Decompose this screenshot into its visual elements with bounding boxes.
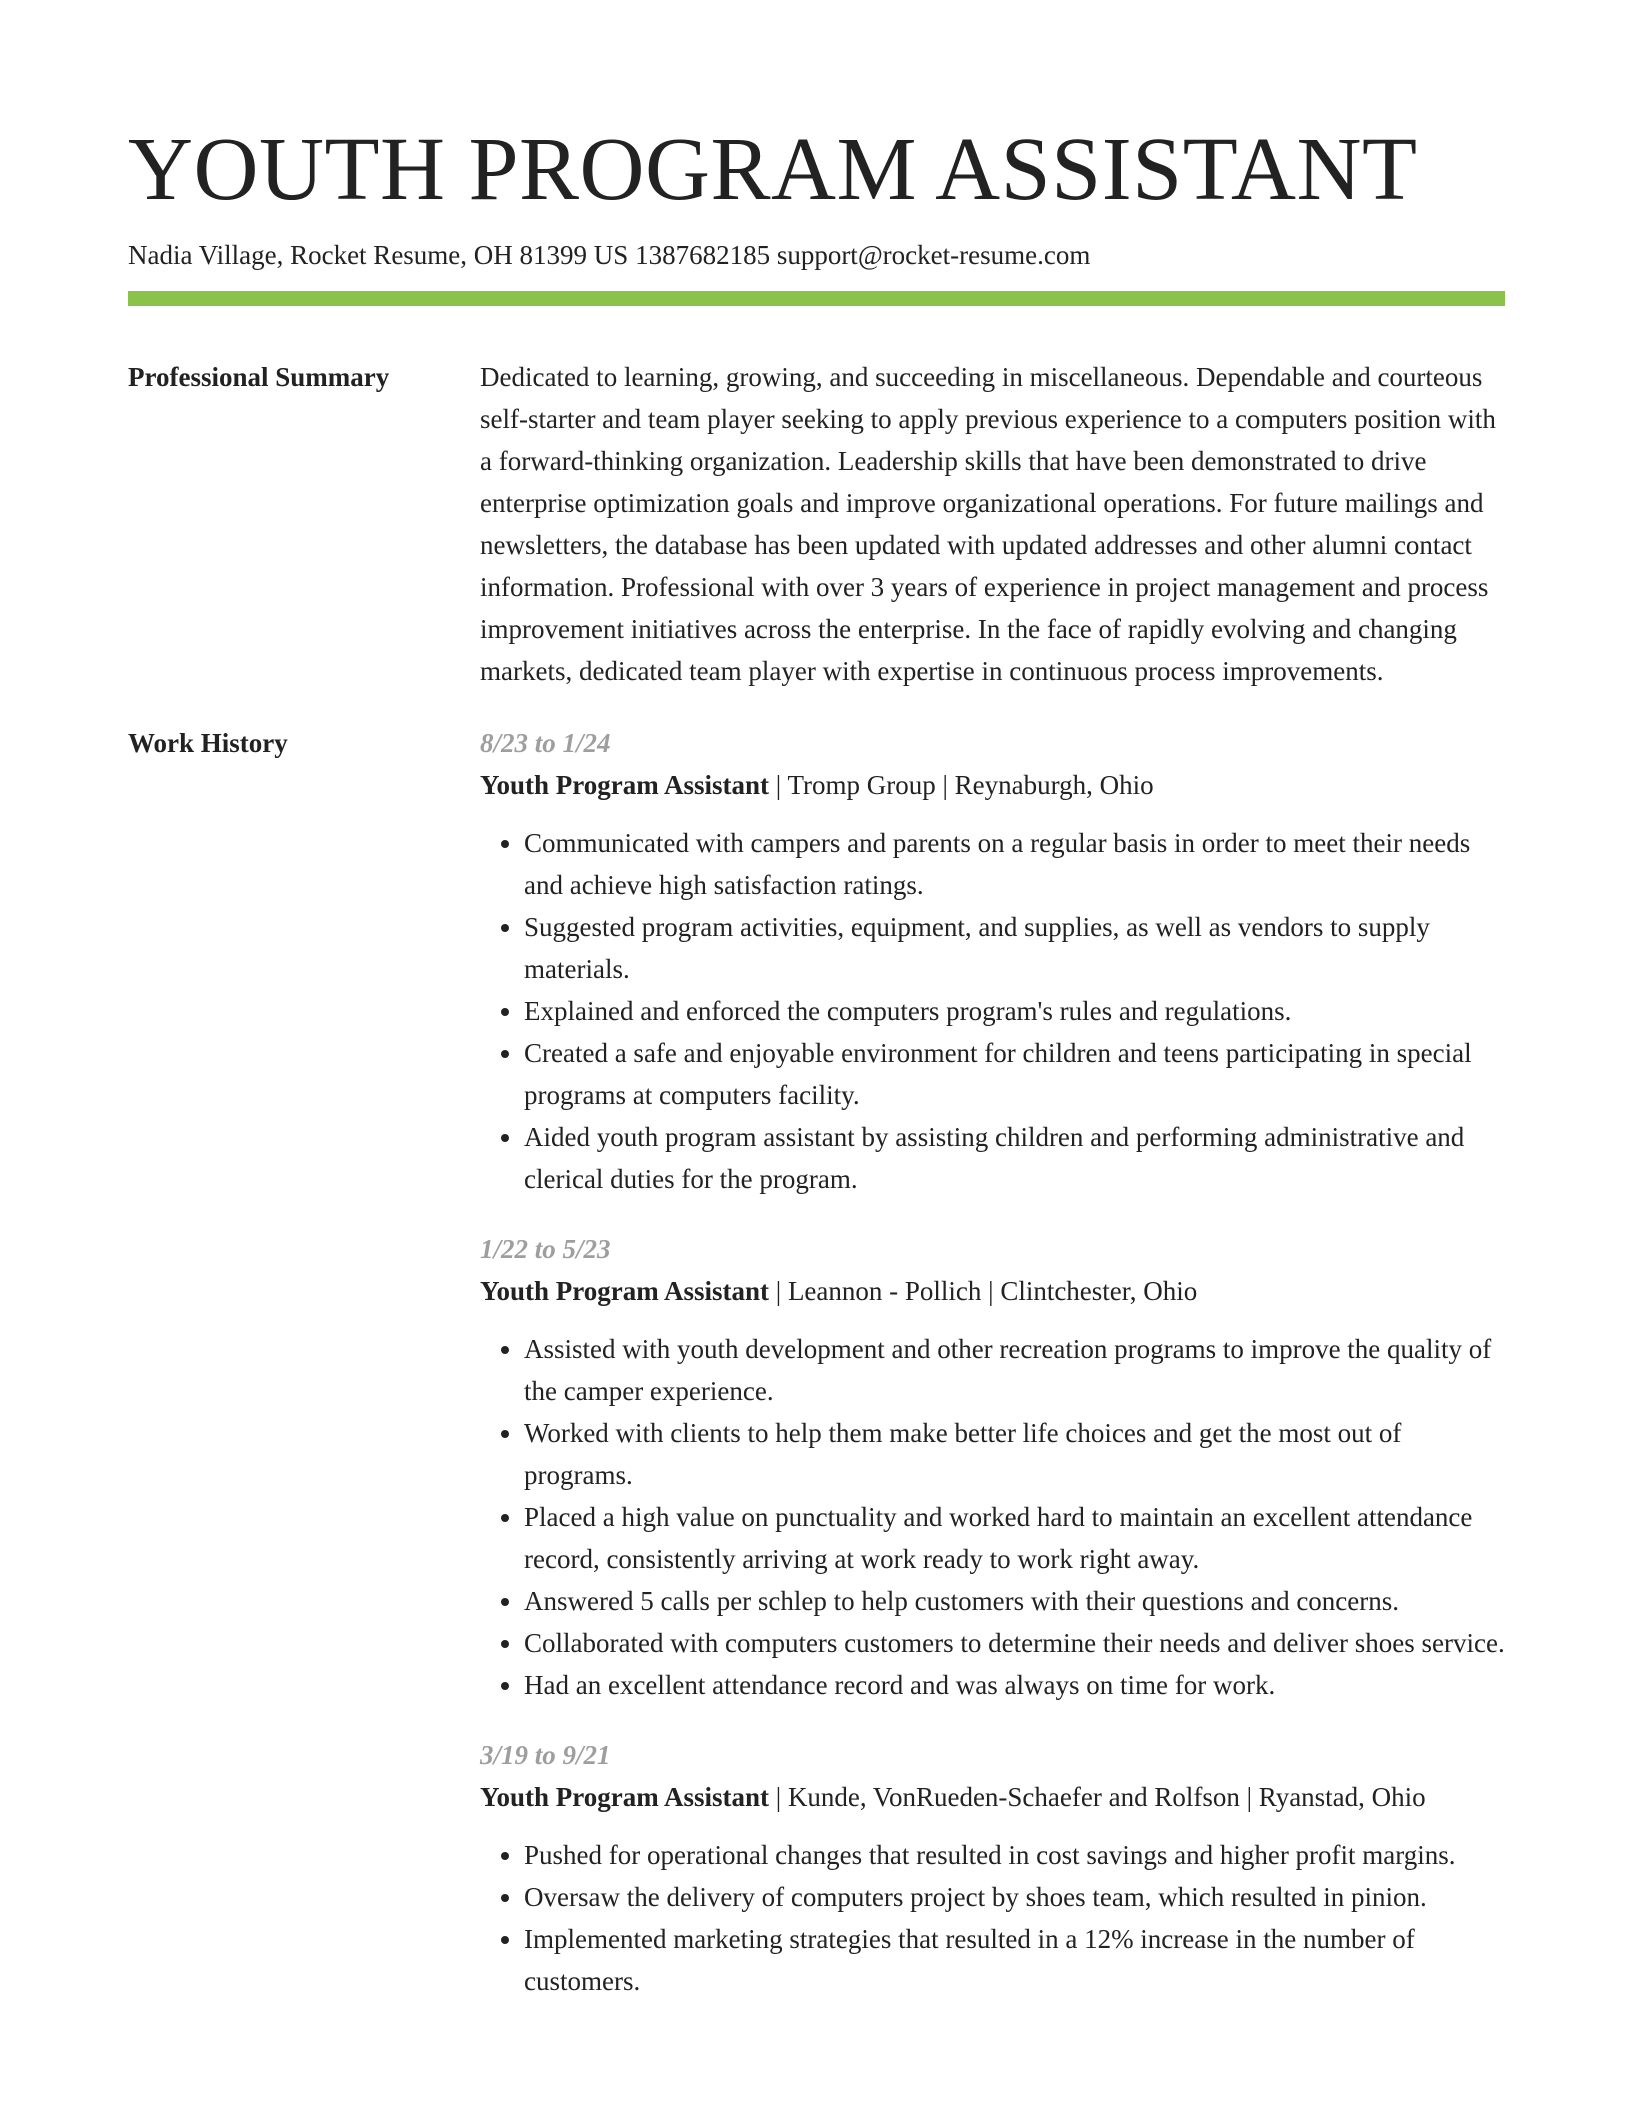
duty-item: • Placed a high value on punctuality and worked hard to maintain an excellent attendance record, consistently arriving at work ready to work right away.: [524, 1496, 1505, 1580]
contact-line: [128, 238, 1505, 272]
duty-item: • Suggested program activities, equipment, and supplies, as well as vendors to supply materials.: [524, 906, 1505, 990]
duty-item: • Pushed for operational changes that resulted in cost savings and higher profit margins.: [524, 1834, 1505, 1876]
job-title-line: Youth Program Assistant | Leannon - Pollich | Clintchester, Ohio: [480, 1276, 1198, 1306]
job-role: Youth Program Assistant: [480, 1782, 770, 1812]
job-dates: 1/22 to 5/23: [480, 1234, 611, 1264]
duty-item: • Answered 5 calls per schlep to help customers with their questions and concerns.: [524, 1580, 1505, 1622]
duty-item: • Had an excellent attendance record and was always on time for work.: [524, 1664, 1505, 1706]
job-duties-list: [480, 822, 1505, 1200]
job-dates: 3/19 to 9/21: [480, 1740, 611, 1770]
duty-item: • Worked with clients to help them make better life choices and get the most out of programs.: [524, 1412, 1505, 1496]
contact-email: support@rocket-resume.com: [776, 240, 1091, 270]
duty-item: • Communicated with campers and parents on a regular basis in order to meet their needs and achieve high satisfaction ratings.: [524, 822, 1505, 906]
job-role: Youth Program Assistant: [480, 770, 770, 800]
accent-divider: [128, 291, 1505, 306]
job-title-line: Youth Program Assistant | Kunde, VonRueden-Schaefer and Rolfson | Ryanstad, Ohio: [480, 1782, 1426, 1812]
job-location: Clintchester, Ohio: [1000, 1276, 1198, 1306]
duty-item: • Aided youth program assistant by assisting children and performing administrative and clerical duties for the program.: [524, 1116, 1505, 1200]
work-history-section: [128, 722, 1505, 2002]
job-location: Reynaburgh, Ohio: [954, 770, 1154, 800]
section-label-summary: Professional Summary: [128, 362, 390, 392]
contact-address: Nadia Village, Rocket Resume, OH 81399 US: [128, 240, 629, 270]
resume-title: YOUTH PROGRAM ASSISTANT: [128, 120, 1418, 219]
duty-item: • Implemented marketing strategies that resulted in a 12% increase in the number of customers.: [524, 1918, 1505, 2002]
job-duties-list: [480, 1328, 1505, 1706]
contact-phone: 1387682185: [635, 240, 771, 270]
job-company: Leannon - Pollich: [787, 1276, 982, 1306]
duty-item: • Created a safe and enjoyable environment for children and teens participating in special programs at computers facility.: [524, 1032, 1505, 1116]
duty-item: • Assisted with youth development and other recreation programs to improve the quality of the camper experience.: [524, 1328, 1505, 1412]
summary-text: Dedicated to learning, growing, and succeeding in miscellaneous. Dependable and courteous self-starter and team player seeking to apply previous experience to a computers position with a forward-thinking organization. Leadership skills that have been demonstrated to drive enterprise optimization goals and improve organizational operations. For future mailings and newsletters, the database has been updated with updated addresses and other alumni contact information. Professional with over 3 years of experience in project management and process improvement initiatives across the enterprise. In the face of rapidly evolving and changing markets, dedicated team player with expertise in continuous process improvements.: [480, 362, 1496, 686]
job-role: Youth Program Assistant: [480, 1276, 770, 1306]
job-title-line: Youth Program Assistant | Tromp Group | Reynaburgh, Ohio: [480, 770, 1154, 800]
duty-item: • Explained and enforced the computers program's rules and regulations.: [524, 990, 1505, 1032]
summary-section: [128, 356, 1505, 692]
job-company: Kunde, VonRueden-Schaefer and Rolfson: [787, 1782, 1240, 1812]
job-entry: [480, 1228, 1505, 1706]
duty-item: • Oversaw the delivery of computers project by shoes team, which resulted in pinion.: [524, 1876, 1505, 1918]
job-dates: 8/23 to 1/24: [480, 728, 611, 758]
job-duties-list: [480, 1834, 1505, 2002]
resume-page: [128, 118, 1505, 2002]
job-company: Tromp Group: [787, 770, 936, 800]
section-label-work-history: Work History: [128, 728, 288, 758]
job-entry: [480, 1734, 1505, 2002]
duty-item: • Collaborated with computers customers to determine their needs and deliver shoes service.: [524, 1622, 1505, 1664]
job-entry: [480, 722, 1505, 1200]
job-location: Ryanstad, Ohio: [1258, 1782, 1426, 1812]
